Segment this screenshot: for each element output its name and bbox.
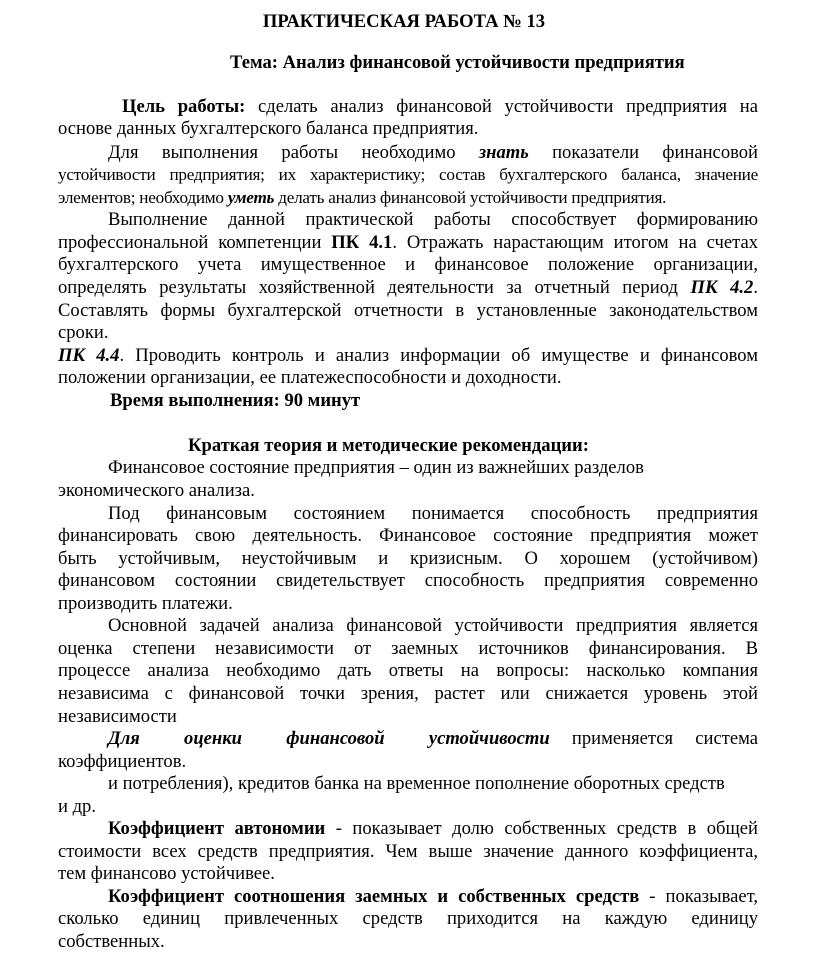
theory-p7-line-1 <box>108 885 758 909</box>
competence-line-7 <box>58 344 758 368</box>
theory-p3-line-2: оценка степени независимости от заемных источников финансирования. В <box>58 637 758 659</box>
comp-line4-end: . <box>753 276 758 298</box>
req-text-end: показатели финансовой <box>528 141 759 163</box>
theory-p6-line-2: стоимости всех средств предприятия. Чем выше значение данного коэффициента, <box>58 840 758 862</box>
requirements-line-3 <box>58 186 758 210</box>
theory-p2-line-5: производить платежи. <box>58 592 233 614</box>
theory-p7-line-3: собственных. <box>58 931 165 952</box>
goal-line-1 <box>122 95 758 119</box>
theory-p4-line-1 <box>108 727 758 751</box>
document-title <box>0 10 816 34</box>
theory-p4-rest: применяется система <box>549 728 758 749</box>
theory-p3-line-1: Основной задачей анализа финансовой устойчивости предприятия является <box>108 615 758 637</box>
competence-line-5: Составлять формы бухгалтерской отчетности в установленные законодательством <box>58 299 758 321</box>
requirements-line-1 <box>108 141 758 165</box>
requirements-line-2: устойчивости предприятия; их характеристику; состав бухгалтерского баланса, значение <box>58 165 758 185</box>
theory-p2-line-4: финансовом состоянии свидетельствует способность предприятия современно <box>58 570 758 592</box>
theory-p2-line-3: быть устойчивым, неустойчивым и кризисным. О хорошем (устойчивом) <box>58 547 758 569</box>
theory-p5-line-2: и др. <box>58 795 97 817</box>
theory-p7-rest: - показывает, <box>639 885 758 907</box>
theory-p1-line-1: Финансовое состояние предприятия – один из важнейших разделов <box>108 457 644 479</box>
competence-line-1: Выполнение данной практической работы способствует формированию <box>108 209 758 231</box>
competence-line-8: положении организации, ее платежеспособности и доходности. <box>58 367 562 389</box>
theory-heading: Краткая теория и методические рекомендации: <box>188 434 589 456</box>
comp-line2-end: . Отражать нарастающим итогом на счетах <box>392 231 758 253</box>
comp-line2-start: профессиональной компетенции <box>58 231 332 253</box>
time-limit: Время выполнения: 90 минут <box>110 389 361 411</box>
pk42-code: ПК 4.2 <box>690 276 754 298</box>
theory-p3-line-5: независимости <box>58 705 177 727</box>
competence-line-6: сроки. <box>58 322 109 344</box>
theory-p6-line-1 <box>108 817 758 841</box>
coefficients-emphasis: Для оценки финансовой устойчивости <box>108 728 550 749</box>
can-emphasis: уметь <box>227 187 275 207</box>
req-line3-end: делать анализ финансовой устойчивости предприятия. <box>274 187 667 207</box>
goal-line-2: основе данных бухгалтерского баланса предприятия. <box>58 118 479 140</box>
theory-p7-line-2: сколько единиц привлеченных средств приходится на каждую единицу <box>58 908 758 930</box>
theory-p6-line-3: тем финансово устойчивее. <box>58 863 275 885</box>
theory-p3-line-4: независима с финансовой точки зрения, растет или снижается уровень этой <box>58 682 758 704</box>
theory-p5-line-1: и потребления), кредитов банка на временное пополнение оборотных средств <box>108 773 725 795</box>
topic-line: Тема: Анализ финансовой устойчивости предприятия <box>230 52 685 74</box>
pk41-code: ПК 4.1 <box>331 231 393 253</box>
pk44-code: ПК 4.4 <box>58 344 120 366</box>
know-emphasis: знать <box>478 141 529 163</box>
competence-line-3: бухгалтерского учета имущественное и финансовое положение организации, <box>58 254 758 276</box>
title-text: ПРАКТИЧЕСКАЯ РАБОТА № 13 <box>262 11 546 32</box>
goal-text-1: сделать анализ финансовой устойчивости предприятия на <box>245 95 758 117</box>
theory-p6-rest: - показывает долю собственных средств в общей <box>325 818 758 840</box>
req-line3-start: элементов; необходимо <box>58 187 228 207</box>
theory-p4-line-2: коэффициентов. <box>58 750 187 772</box>
comp-line4-start: определять результаты хозяйственной деятельности за отчетный период <box>58 276 691 298</box>
comp-line7-end: . Проводить контроль и анализ информации об имуществе и финансовом <box>119 344 758 366</box>
ratio-term: Коэффициент соотношения заемных и собственных средств <box>108 885 640 907</box>
competence-line-2 <box>58 231 758 255</box>
autonomy-term: Коэффициент автономии <box>108 818 326 840</box>
theory-p3-line-3: процессе анализа необходимо дать ответы на вопросы: насколько компания <box>58 660 758 682</box>
goal-label: Цель работы: <box>122 95 246 117</box>
theory-p1-line-2: экономического анализа. <box>58 479 255 501</box>
theory-p2-line-1: Под финансовым состоянием понимается способность предприятия <box>108 502 758 524</box>
competence-line-4 <box>58 276 758 300</box>
req-text-start: Для выполнения работы необходимо <box>108 141 479 163</box>
theory-p2-line-2: финансировать свою деятельность. Финансовое состояние предприятия может <box>58 525 758 546</box>
